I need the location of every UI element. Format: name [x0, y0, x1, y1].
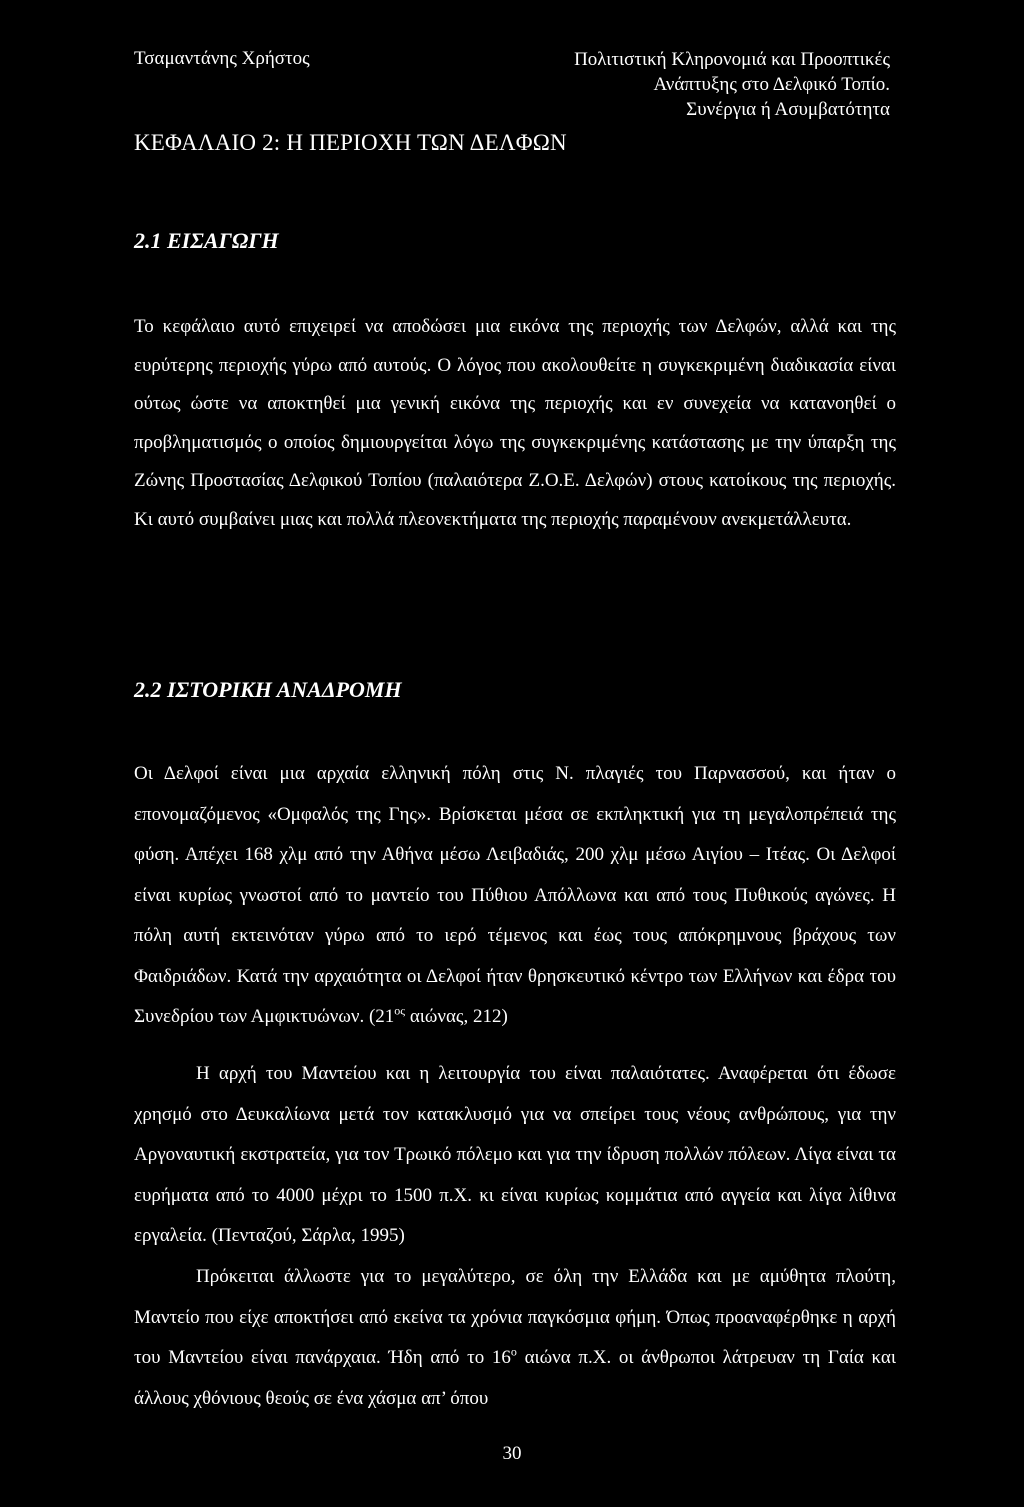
header-title-line-1: Πολιτιστική Κληρονομιά και Προοπτικές	[574, 49, 890, 70]
header-title-line-2: Ανάπτυξης στο Δελφικό Τοπίο.	[653, 74, 890, 95]
section-heading-history: 2.2 ΙΣΤΟΡΙΚΗ ΑΝΑΔΡΟΜΗ	[134, 677, 402, 702]
history-paragraph-3-superscript: ο	[510, 1345, 517, 1360]
header-document-title	[470, 47, 890, 122]
history-paragraph-1-superscript: ος	[394, 1003, 406, 1018]
history-paragraph-1-text: Οι Δελφοί είναι μια αρχαία ελληνική πόλη στις Ν. πλαγιές του Παρνασσού, και ήταν ο επονομαζόμενος «Ομφαλός της Γης». Βρίσκεται μέσα σε εκπληκτική για τη μεγαλοπρέπειά της φύση. Απέχει 168 χλμ από την Αθήνα μέσω Λειβαδιάς, 200 χλμ μέσω Αιγίου – Ιτέας. Οι Δελφοί είναι κυρίως γνωστοί από το μαντείο του Πύθιου Απόλλωνα και από τους Πυθικούς αγώνες. Η πόλη αυτή εκτεινόταν γύρω από το ιερό τέμενος και έως τους απόκρημνους βράχους των Φαιδριάδων. Κατά την αρχαιότητα οι Δελφοί ήταν θρησκευτικό κέντρο των Ελλήνων και έδρα του Συνεδρίου των Αμφικτυώνων. (21	[134, 763, 896, 1027]
history-paragraph-3-tail: αιώνα π.Χ. οι άνθρωποι λάτρευαν τη Γαία και άλλους χθόνιους θεούς σε ένα χάσμα απ’ όπου	[134, 1347, 896, 1410]
history-paragraph-2: Η αρχή του Μαντείου και η λειτουργία του είναι παλαιότατες. Αναφέρεται ότι έδωσε χρησμό στο Δευκαλίωνα μετά τον κατακλυσμό για να σπείρει τους νέους ανθρώπους, για την Αργοναυτική εκστρατεία, για τον Τρωικό πόλεμο και για την ίδρυση πολλών πόλεων. Λίγα είναι τα ευρήματα από το 4000 μέχρι το 1500 π.Χ. κι είναι κυρίως κομμάτια από αγγεία και λίγα λίθινα εργαλεία. (Πενταζού, Σάρλα, 1995)	[134, 1063, 896, 1247]
page-number: 30	[502, 1443, 522, 1464]
history-paragraph-1-tail: αιώνας, 212)	[405, 1006, 508, 1027]
section-heading-introduction: 2.1 ΕΙΣΑΓΩΓΗ	[134, 228, 279, 253]
history-paragraph-1	[134, 754, 896, 1038]
introduction-paragraph: Το κεφάλαιο αυτό επιχειρεί να αποδώσει μια εικόνα της περιοχής των Δελφών, αλλά και της ευρύτερης περιοχής γύρω από αυτούς. Ο λόγος που ακολουθείτε η συγκεκριμένη διαδικασία είναι ούτως ώστε να αποκτηθεί μια γενική εικόνα της περιοχής και εν συνεχεία να κατανοηθεί ο προβληματισμός ο οποίος δημιουργείται λόγω της συγκεκριμένης κατάστασης με την ύπαρξη της Ζώνης Προστασίας Δελφικού Τοπίου (παλαιότερα Ζ.Ο.Ε. Δελφών) στους κατοίκους της περιοχής. Κι αυτό συμβαίνει μιας και πολλά πλεονεκτήματα της περιοχής παραμένουν ανεκμετάλλευτα.	[134, 316, 896, 530]
history-paragraph-3	[134, 1257, 896, 1420]
history-paragraph-3-text: Πρόκειται άλλωστε για το μεγαλύτερο, σε όλη την Ελλάδα και με αμύθητα πλούτη, Μαντείο που είχε αποκτήσει από εκείνα τα χρόνια παγκόσμια φήμη. Όπως προαναφέρθηκε η αρχή του Μαντείου είναι πανάρχαια. Ήδη από το 16	[134, 1266, 896, 1369]
chapter-title: ΚΕΦΑΛΑΙΟ 2: Η ΠΕΡΙΟΧΗ ΤΩΝ ΔΕΛΦΩΝ	[134, 130, 567, 155]
header-author: Τσαμαντάνης Χρήστος	[134, 48, 310, 69]
header-title-line-3: Συνέργια ή Ασυμβατότητα	[686, 99, 890, 120]
